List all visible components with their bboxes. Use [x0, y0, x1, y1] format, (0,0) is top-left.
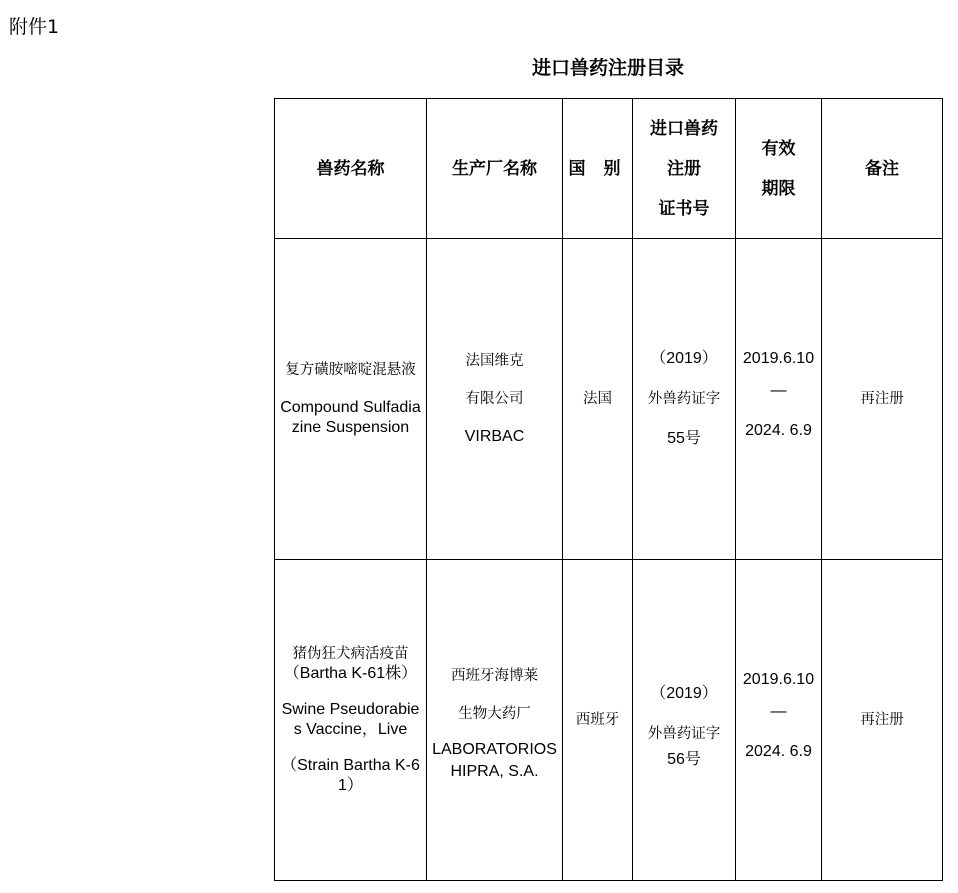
certificate-number: 56号 — [667, 751, 701, 768]
header-certificate-line1: 进口兽药 — [650, 118, 718, 139]
cell-note: 再注册 — [822, 560, 943, 881]
cell-manufacturer — [427, 560, 563, 881]
cell-certificate — [633, 560, 736, 881]
document-title: 进口兽药注册目录 — [531, 57, 684, 79]
validity-from: 2019.6.10 — [742, 350, 815, 367]
table-row — [275, 560, 943, 881]
certificate-number: 55号 — [667, 430, 701, 447]
attachment-label: 附件1 — [9, 16, 60, 38]
header-certificate-line3: 证书号 — [658, 198, 710, 219]
manufacturer-en: VIRBAC — [464, 428, 525, 445]
header-validity-line1: 有效 — [761, 138, 796, 159]
validity-to: 2024. 6.9 — [745, 422, 812, 439]
certificate-prefix: 外兽药证字 — [647, 726, 721, 742]
drug-name-cn-strain: （Bartha K-61株） — [283, 665, 418, 682]
validity-to: 2024. 6.9 — [745, 743, 812, 760]
header-name: 兽药名称 — [275, 99, 427, 239]
validity-separator: — — [770, 703, 787, 720]
drug-name-en: Swine Pseudorabies Vaccine，Live — [281, 701, 420, 738]
cell-validity — [736, 560, 822, 881]
header-country — [563, 99, 633, 239]
header-note: 备注 — [822, 99, 943, 239]
cell-certificate — [633, 239, 736, 560]
table-row — [275, 239, 943, 560]
certificate-year: （2019） — [650, 685, 718, 702]
cell-drug-name — [275, 560, 427, 881]
cell-note: 再注册 — [822, 239, 943, 560]
manufacturer-en: LABORATORIOS HIPRA, S.A. — [432, 741, 557, 780]
manufacturer-cn-line2: 生物大药厂 — [458, 706, 531, 722]
header-certificate-line2: 注册 — [667, 158, 701, 179]
header-manufacturer: 生产厂名称 — [427, 99, 563, 239]
header-country-label: 国 别 — [568, 158, 627, 179]
registry-table — [274, 98, 943, 881]
header-validity-line2: 期限 — [761, 178, 796, 199]
header-certificate — [633, 99, 736, 239]
certificate-year: （2019） — [650, 350, 718, 367]
drug-name-en: Compound Sulfadiazine Suspension — [280, 399, 421, 436]
manufacturer-cn-line2: 有限公司 — [465, 391, 524, 407]
manufacturer-cn-line1: 法国维克 — [465, 353, 524, 369]
header-validity — [736, 99, 822, 239]
cell-manufacturer — [427, 239, 563, 560]
cell-country: 法国 — [563, 239, 633, 560]
cell-country: 西班牙 — [563, 560, 633, 881]
cell-drug-name — [275, 239, 427, 560]
validity-separator: — — [770, 382, 787, 399]
drug-name-cn: 猪伪狂犬病活疫苗 — [292, 646, 409, 662]
drug-name-en-strain: （Strain Bartha K-61） — [281, 757, 420, 794]
validity-from: 2019.6.10 — [742, 671, 815, 688]
manufacturer-cn-line1: 西班牙海博莱 — [451, 668, 538, 684]
table-header-row — [275, 99, 943, 239]
certificate-prefix: 外兽药证字 — [647, 391, 721, 407]
cell-validity — [736, 239, 822, 560]
drug-name-cn: 复方磺胺嘧啶混悬液 — [285, 362, 416, 378]
